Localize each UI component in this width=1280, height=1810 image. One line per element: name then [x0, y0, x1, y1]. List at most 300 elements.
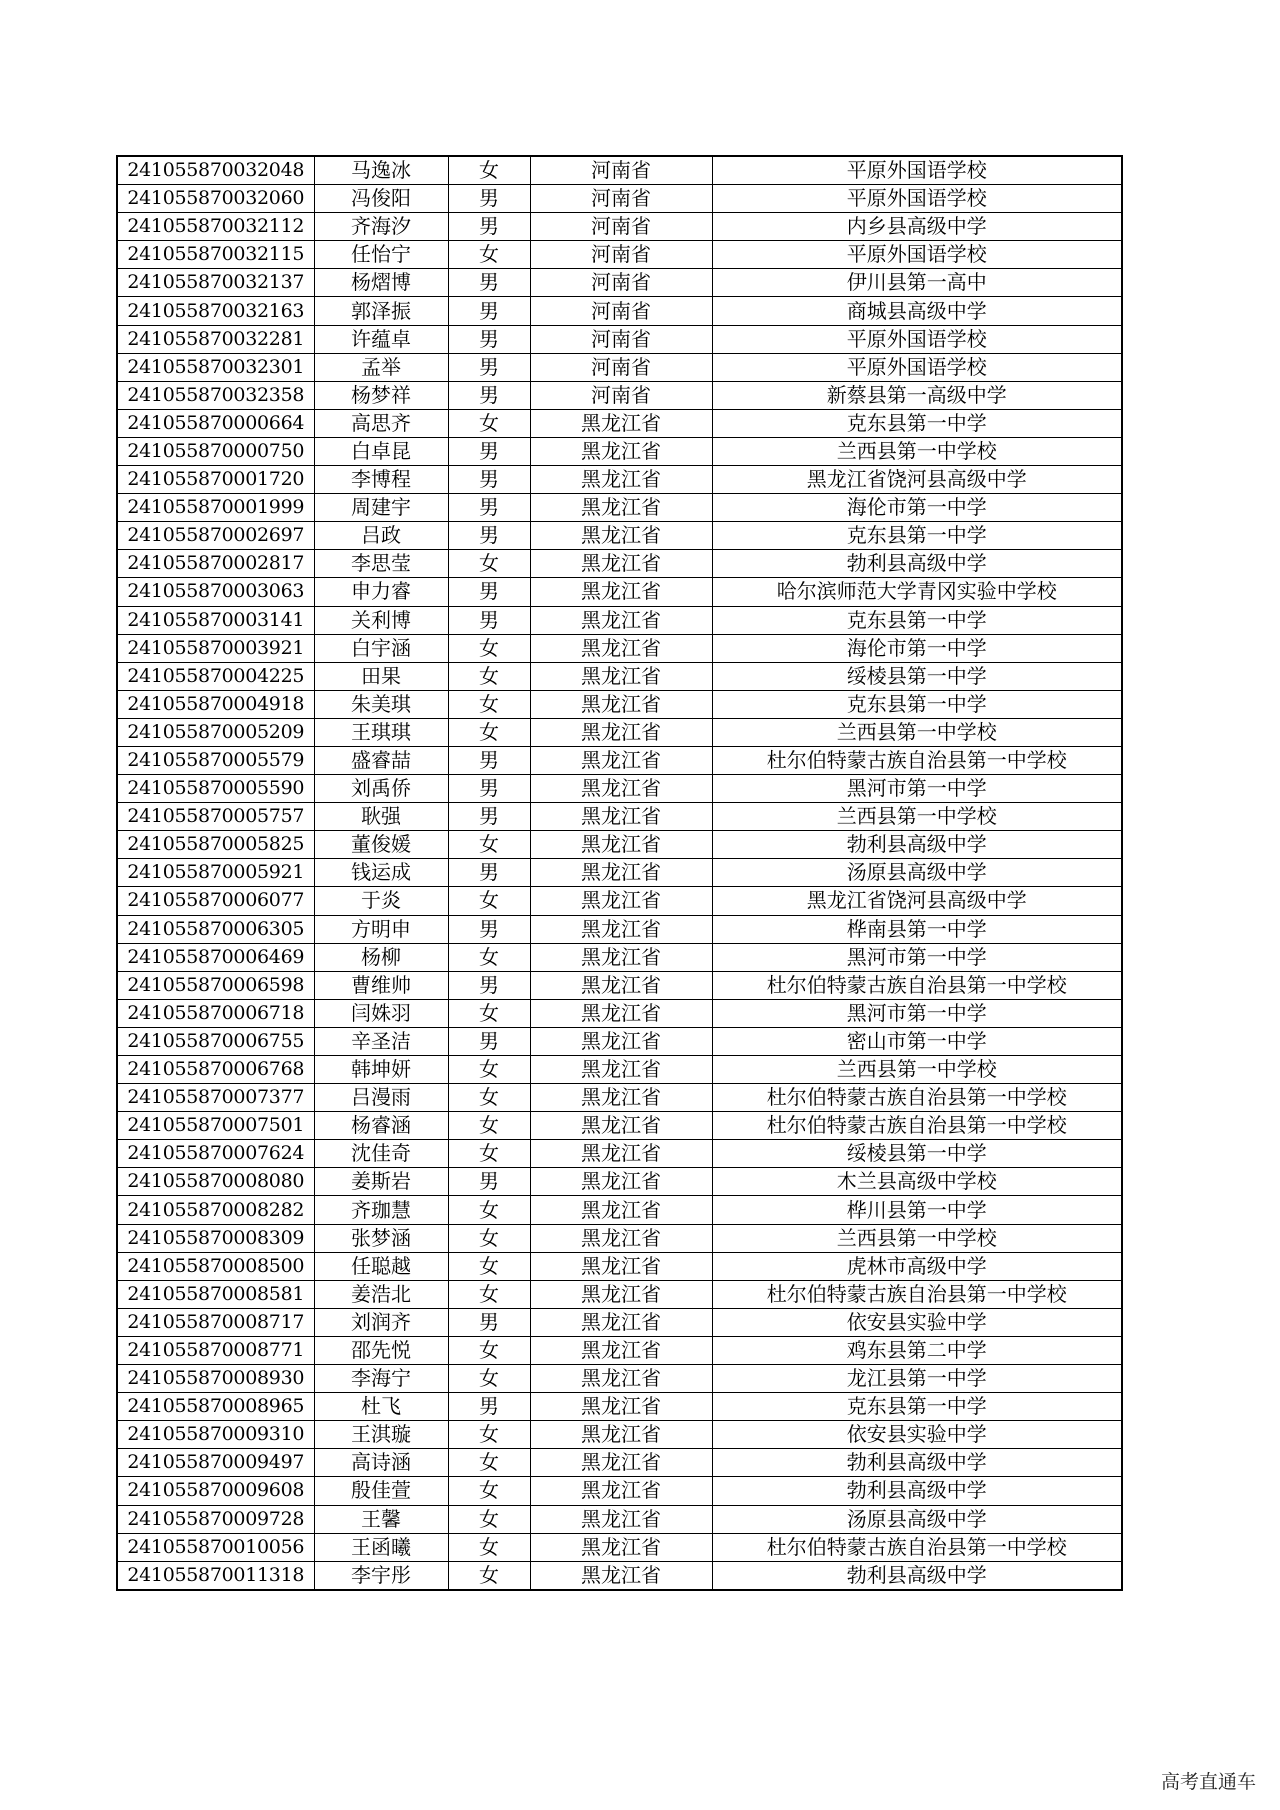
cell-id: 241055870009608 [117, 1477, 314, 1505]
cell-name: 杨熠博 [314, 269, 448, 297]
cell-name: 沈佳奇 [314, 1140, 448, 1168]
cell-gender: 男 [448, 437, 530, 465]
table-row [117, 241, 1122, 269]
table-row [117, 746, 1122, 774]
table-row [117, 915, 1122, 943]
cell-province: 黑龙江省 [530, 1196, 712, 1224]
cell-province: 黑龙江省 [530, 1308, 712, 1336]
cell-name: 杨柳 [314, 943, 448, 971]
table-row [117, 409, 1122, 437]
cell-province: 黑龙江省 [530, 1393, 712, 1421]
cell-gender: 女 [448, 1140, 530, 1168]
cell-province: 黑龙江省 [530, 437, 712, 465]
cell-province: 黑龙江省 [530, 1084, 712, 1112]
cell-school: 黑龙江省饶河县高级中学 [712, 887, 1122, 915]
cell-gender: 女 [448, 662, 530, 690]
cell-id: 241055870032048 [117, 156, 314, 185]
cell-gender: 女 [448, 241, 530, 269]
cell-name: 孟举 [314, 353, 448, 381]
cell-id: 241055870006469 [117, 943, 314, 971]
table-row [117, 662, 1122, 690]
cell-province: 河南省 [530, 213, 712, 241]
cell-id: 241055870007377 [117, 1084, 314, 1112]
cell-school: 杜尔伯特蒙古族自治县第一中学校 [712, 746, 1122, 774]
cell-province: 黑龙江省 [530, 662, 712, 690]
cell-id: 241055870002697 [117, 522, 314, 550]
cell-gender: 女 [448, 718, 530, 746]
cell-gender: 女 [448, 1505, 530, 1533]
cell-province: 河南省 [530, 156, 712, 185]
cell-id: 241055870004225 [117, 662, 314, 690]
cell-school: 虎林市高级中学 [712, 1252, 1122, 1280]
cell-gender: 女 [448, 156, 530, 185]
cell-id: 241055870006077 [117, 887, 314, 915]
cell-name: 朱美琪 [314, 690, 448, 718]
table-row [117, 466, 1122, 494]
cell-province: 河南省 [530, 353, 712, 381]
table-row [117, 550, 1122, 578]
cell-province: 黑龙江省 [530, 634, 712, 662]
table-row [117, 1168, 1122, 1196]
cell-name: 杨梦祥 [314, 381, 448, 409]
cell-gender: 男 [448, 775, 530, 803]
cell-gender: 女 [448, 1533, 530, 1561]
watermark-text: 高考直通车 [1160, 1771, 1256, 1793]
cell-school: 克东县第一中学 [712, 606, 1122, 634]
cell-province: 黑龙江省 [530, 803, 712, 831]
cell-gender: 男 [448, 1168, 530, 1196]
cell-gender: 女 [448, 1084, 530, 1112]
cell-gender: 女 [448, 1224, 530, 1252]
cell-name: 刘禹侨 [314, 775, 448, 803]
cell-gender: 男 [448, 297, 530, 325]
table-row [117, 1027, 1122, 1055]
cell-province: 黑龙江省 [530, 1477, 712, 1505]
cell-province: 黑龙江省 [530, 1336, 712, 1364]
cell-gender: 女 [448, 1112, 530, 1140]
cell-province: 黑龙江省 [530, 1365, 712, 1393]
table-row [117, 1084, 1122, 1112]
cell-school: 杜尔伯特蒙古族自治县第一中学校 [712, 1280, 1122, 1308]
table-row [117, 185, 1122, 213]
cell-id: 241055870005579 [117, 746, 314, 774]
cell-school: 克东县第一中学 [712, 522, 1122, 550]
cell-province: 河南省 [530, 269, 712, 297]
cell-name: 刘润齐 [314, 1308, 448, 1336]
cell-name: 辛圣洁 [314, 1027, 448, 1055]
cell-id: 241055870006305 [117, 915, 314, 943]
cell-id: 241055870005590 [117, 775, 314, 803]
cell-gender: 女 [448, 1449, 530, 1477]
cell-name: 周建宇 [314, 494, 448, 522]
cell-school: 商城县高级中学 [712, 297, 1122, 325]
table-row [117, 1336, 1122, 1364]
table-row [117, 1224, 1122, 1252]
cell-school: 新蔡县第一高级中学 [712, 381, 1122, 409]
cell-school: 海伦市第一中学 [712, 634, 1122, 662]
cell-name: 于炎 [314, 887, 448, 915]
cell-gender: 男 [448, 213, 530, 241]
table-row [117, 775, 1122, 803]
cell-school: 汤原县高级中学 [712, 1505, 1122, 1533]
cell-school: 汤原县高级中学 [712, 859, 1122, 887]
cell-name: 杜飞 [314, 1393, 448, 1421]
cell-name: 李海宁 [314, 1365, 448, 1393]
cell-gender: 女 [448, 634, 530, 662]
cell-province: 黑龙江省 [530, 1112, 712, 1140]
cell-name: 盛睿喆 [314, 746, 448, 774]
cell-province: 黑龙江省 [530, 550, 712, 578]
table-row [117, 1393, 1122, 1421]
cell-gender: 女 [448, 1477, 530, 1505]
cell-id: 241055870032281 [117, 325, 314, 353]
cell-name: 高诗涵 [314, 1449, 448, 1477]
cell-name: 郭泽振 [314, 297, 448, 325]
cell-id: 241055870003063 [117, 578, 314, 606]
table-row [117, 1477, 1122, 1505]
cell-id: 241055870008930 [117, 1365, 314, 1393]
cell-gender: 女 [448, 1252, 530, 1280]
cell-school: 勃利县高级中学 [712, 1561, 1122, 1590]
table-row [117, 1280, 1122, 1308]
cell-gender: 男 [448, 971, 530, 999]
cell-gender: 男 [448, 606, 530, 634]
cell-province: 黑龙江省 [530, 1168, 712, 1196]
cell-name: 钱运成 [314, 859, 448, 887]
student-roster-table [116, 155, 1123, 1591]
cell-name: 王函曦 [314, 1533, 448, 1561]
table-row [117, 1308, 1122, 1336]
cell-name: 任聪越 [314, 1252, 448, 1280]
cell-gender: 男 [448, 185, 530, 213]
cell-province: 黑龙江省 [530, 971, 712, 999]
cell-province: 黑龙江省 [530, 690, 712, 718]
cell-name: 高思齐 [314, 409, 448, 437]
cell-name: 马逸冰 [314, 156, 448, 185]
cell-id: 241055870004918 [117, 690, 314, 718]
cell-name: 任怡宁 [314, 241, 448, 269]
cell-name: 李博程 [314, 466, 448, 494]
cell-school: 木兰县高级中学校 [712, 1168, 1122, 1196]
table-row [117, 803, 1122, 831]
cell-province: 黑龙江省 [530, 606, 712, 634]
cell-gender: 女 [448, 690, 530, 718]
cell-gender: 女 [448, 1365, 530, 1393]
cell-province: 黑龙江省 [530, 915, 712, 943]
cell-name: 曹维帅 [314, 971, 448, 999]
table-row [117, 297, 1122, 325]
cell-school: 海伦市第一中学 [712, 494, 1122, 522]
cell-province: 河南省 [530, 185, 712, 213]
cell-id: 241055870032115 [117, 241, 314, 269]
cell-name: 白卓昆 [314, 437, 448, 465]
cell-school: 黑河市第一中学 [712, 775, 1122, 803]
cell-province: 黑龙江省 [530, 1224, 712, 1252]
cell-name: 殷佳萱 [314, 1477, 448, 1505]
cell-id: 241055870001999 [117, 494, 314, 522]
table-row [117, 887, 1122, 915]
cell-name: 方明申 [314, 915, 448, 943]
cell-school: 克东县第一中学 [712, 690, 1122, 718]
cell-school: 哈尔滨师范大学青冈实验中学校 [712, 578, 1122, 606]
cell-gender: 女 [448, 831, 530, 859]
cell-gender: 女 [448, 409, 530, 437]
cell-id: 241055870005921 [117, 859, 314, 887]
cell-id: 241055870006755 [117, 1027, 314, 1055]
table-row [117, 353, 1122, 381]
cell-province: 黑龙江省 [530, 409, 712, 437]
cell-gender: 女 [448, 1336, 530, 1364]
roster-body [117, 156, 1122, 1590]
cell-school: 克东县第一中学 [712, 1393, 1122, 1421]
cell-province: 黑龙江省 [530, 1252, 712, 1280]
cell-school: 兰西县第一中学校 [712, 718, 1122, 746]
cell-school: 密山市第一中学 [712, 1027, 1122, 1055]
table-row [117, 1505, 1122, 1533]
cell-school: 平原外国语学校 [712, 185, 1122, 213]
cell-name: 白宇涵 [314, 634, 448, 662]
table-row [117, 690, 1122, 718]
cell-gender: 女 [448, 887, 530, 915]
cell-id: 241055870008717 [117, 1308, 314, 1336]
cell-province: 黑龙江省 [530, 943, 712, 971]
cell-province: 河南省 [530, 241, 712, 269]
cell-gender: 男 [448, 915, 530, 943]
cell-gender: 女 [448, 1280, 530, 1308]
table-row [117, 606, 1122, 634]
cell-name: 王馨 [314, 1505, 448, 1533]
cell-province: 黑龙江省 [530, 1561, 712, 1590]
cell-id: 241055870008581 [117, 1280, 314, 1308]
cell-gender: 女 [448, 1056, 530, 1084]
cell-gender: 男 [448, 325, 530, 353]
cell-province: 黑龙江省 [530, 718, 712, 746]
cell-id: 241055870011318 [117, 1561, 314, 1590]
cell-id: 241055870007624 [117, 1140, 314, 1168]
table-row [117, 1140, 1122, 1168]
cell-name: 闫姝羽 [314, 999, 448, 1027]
cell-id: 241055870002817 [117, 550, 314, 578]
table-row [117, 1252, 1122, 1280]
table-row [117, 213, 1122, 241]
cell-province: 黑龙江省 [530, 1449, 712, 1477]
table-row [117, 1196, 1122, 1224]
table-row [117, 269, 1122, 297]
cell-school: 桦川县第一中学 [712, 1196, 1122, 1224]
cell-name: 齐海汐 [314, 213, 448, 241]
cell-school: 桦南县第一中学 [712, 915, 1122, 943]
table-row [117, 859, 1122, 887]
table-row [117, 1421, 1122, 1449]
cell-name: 李思莹 [314, 550, 448, 578]
cell-id: 241055870008282 [117, 1196, 314, 1224]
cell-name: 许蕴卓 [314, 325, 448, 353]
table-row [117, 971, 1122, 999]
cell-id: 241055870032301 [117, 353, 314, 381]
table-row [117, 381, 1122, 409]
cell-id: 241055870032112 [117, 213, 314, 241]
cell-gender: 男 [448, 1308, 530, 1336]
cell-id: 241055870008771 [117, 1336, 314, 1364]
cell-province: 黑龙江省 [530, 1140, 712, 1168]
cell-name: 吕漫雨 [314, 1084, 448, 1112]
cell-name: 耿强 [314, 803, 448, 831]
cell-gender: 男 [448, 381, 530, 409]
cell-gender: 女 [448, 1561, 530, 1590]
cell-id: 241055870008500 [117, 1252, 314, 1280]
table-row [117, 1112, 1122, 1140]
cell-name: 韩坤妍 [314, 1056, 448, 1084]
cell-school: 绥棱县第一中学 [712, 662, 1122, 690]
cell-province: 黑龙江省 [530, 999, 712, 1027]
cell-school: 杜尔伯特蒙古族自治县第一中学校 [712, 1112, 1122, 1140]
cell-province: 黑龙江省 [530, 1505, 712, 1533]
cell-school: 杜尔伯特蒙古族自治县第一中学校 [712, 971, 1122, 999]
table-row [117, 1056, 1122, 1084]
cell-school: 杜尔伯特蒙古族自治县第一中学校 [712, 1533, 1122, 1561]
cell-province: 黑龙江省 [530, 578, 712, 606]
cell-province: 黑龙江省 [530, 522, 712, 550]
cell-id: 241055870032163 [117, 297, 314, 325]
cell-id: 241055870005825 [117, 831, 314, 859]
cell-id: 241055870003141 [117, 606, 314, 634]
cell-name: 邵先悦 [314, 1336, 448, 1364]
cell-school: 鸡东县第二中学 [712, 1336, 1122, 1364]
cell-province: 河南省 [530, 381, 712, 409]
cell-school: 伊川县第一高中 [712, 269, 1122, 297]
cell-province: 黑龙江省 [530, 1533, 712, 1561]
cell-id: 241055870003921 [117, 634, 314, 662]
cell-name: 张梦涵 [314, 1224, 448, 1252]
cell-gender: 男 [448, 859, 530, 887]
table-row [117, 578, 1122, 606]
cell-gender: 男 [448, 269, 530, 297]
table-row [117, 522, 1122, 550]
cell-school: 黑龙江省饶河县高级中学 [712, 466, 1122, 494]
cell-id: 241055870007501 [117, 1112, 314, 1140]
cell-gender: 女 [448, 943, 530, 971]
cell-province: 黑龙江省 [530, 466, 712, 494]
cell-gender: 女 [448, 999, 530, 1027]
cell-gender: 男 [448, 1393, 530, 1421]
cell-id: 241055870006718 [117, 999, 314, 1027]
cell-school: 内乡县高级中学 [712, 213, 1122, 241]
cell-id: 241055870001720 [117, 466, 314, 494]
cell-name: 姜浩北 [314, 1280, 448, 1308]
cell-gender: 男 [448, 1027, 530, 1055]
cell-school: 平原外国语学校 [712, 353, 1122, 381]
cell-school: 依安县实验中学 [712, 1308, 1122, 1336]
cell-name: 冯俊阳 [314, 185, 448, 213]
cell-id: 241055870008309 [117, 1224, 314, 1252]
cell-gender: 男 [448, 353, 530, 381]
cell-gender: 女 [448, 550, 530, 578]
cell-province: 黑龙江省 [530, 1056, 712, 1084]
cell-school: 勃利县高级中学 [712, 831, 1122, 859]
table-row [117, 999, 1122, 1027]
table-row [117, 943, 1122, 971]
cell-province: 黑龙江省 [530, 1027, 712, 1055]
cell-gender: 女 [448, 1421, 530, 1449]
cell-school: 绥棱县第一中学 [712, 1140, 1122, 1168]
cell-id: 241055870032137 [117, 269, 314, 297]
cell-gender: 男 [448, 466, 530, 494]
cell-id: 241055870009728 [117, 1505, 314, 1533]
cell-name: 关利博 [314, 606, 448, 634]
cell-name: 吕政 [314, 522, 448, 550]
table-row [117, 325, 1122, 353]
cell-id: 241055870010056 [117, 1533, 314, 1561]
cell-name: 董俊媛 [314, 831, 448, 859]
cell-name: 申力睿 [314, 578, 448, 606]
cell-name: 田果 [314, 662, 448, 690]
cell-school: 龙江县第一中学 [712, 1365, 1122, 1393]
cell-province: 黑龙江省 [530, 746, 712, 774]
table-row [117, 1449, 1122, 1477]
cell-name: 王琪琪 [314, 718, 448, 746]
cell-province: 黑龙江省 [530, 831, 712, 859]
cell-province: 黑龙江省 [530, 494, 712, 522]
cell-id: 241055870000750 [117, 437, 314, 465]
cell-school: 勃利县高级中学 [712, 1477, 1122, 1505]
cell-name: 王淇璇 [314, 1421, 448, 1449]
table-row [117, 634, 1122, 662]
cell-id: 241055870032060 [117, 185, 314, 213]
table-row [117, 494, 1122, 522]
cell-gender: 男 [448, 578, 530, 606]
table-row [117, 156, 1122, 185]
cell-province: 黑龙江省 [530, 1280, 712, 1308]
cell-id: 241055870005757 [117, 803, 314, 831]
cell-school: 平原外国语学校 [712, 241, 1122, 269]
cell-id: 241055870009497 [117, 1449, 314, 1477]
cell-gender: 男 [448, 494, 530, 522]
cell-school: 平原外国语学校 [712, 156, 1122, 185]
cell-name: 杨睿涵 [314, 1112, 448, 1140]
cell-id: 241055870000664 [117, 409, 314, 437]
cell-school: 勃利县高级中学 [712, 1449, 1122, 1477]
cell-school: 兰西县第一中学校 [712, 437, 1122, 465]
table-row [117, 718, 1122, 746]
cell-id: 241055870008080 [117, 1168, 314, 1196]
cell-id: 241055870006598 [117, 971, 314, 999]
cell-id: 241055870008965 [117, 1393, 314, 1421]
cell-school: 黑河市第一中学 [712, 943, 1122, 971]
cell-province: 黑龙江省 [530, 887, 712, 915]
table-row [117, 1365, 1122, 1393]
cell-name: 姜斯岩 [314, 1168, 448, 1196]
cell-gender: 男 [448, 746, 530, 774]
cell-province: 黑龙江省 [530, 1421, 712, 1449]
cell-province: 黑龙江省 [530, 775, 712, 803]
cell-id: 241055870009310 [117, 1421, 314, 1449]
cell-school: 杜尔伯特蒙古族自治县第一中学校 [712, 1084, 1122, 1112]
table-row [117, 437, 1122, 465]
cell-school: 黑河市第一中学 [712, 999, 1122, 1027]
cell-school: 兰西县第一中学校 [712, 1056, 1122, 1084]
cell-id: 241055870032358 [117, 381, 314, 409]
cell-gender: 女 [448, 1196, 530, 1224]
cell-province: 河南省 [530, 325, 712, 353]
cell-school: 依安县实验中学 [712, 1421, 1122, 1449]
cell-school: 兰西县第一中学校 [712, 1224, 1122, 1252]
cell-school: 兰西县第一中学校 [712, 803, 1122, 831]
cell-school: 平原外国语学校 [712, 325, 1122, 353]
cell-id: 241055870006768 [117, 1056, 314, 1084]
table-row [117, 1561, 1122, 1590]
table-row [117, 1533, 1122, 1561]
cell-gender: 男 [448, 522, 530, 550]
